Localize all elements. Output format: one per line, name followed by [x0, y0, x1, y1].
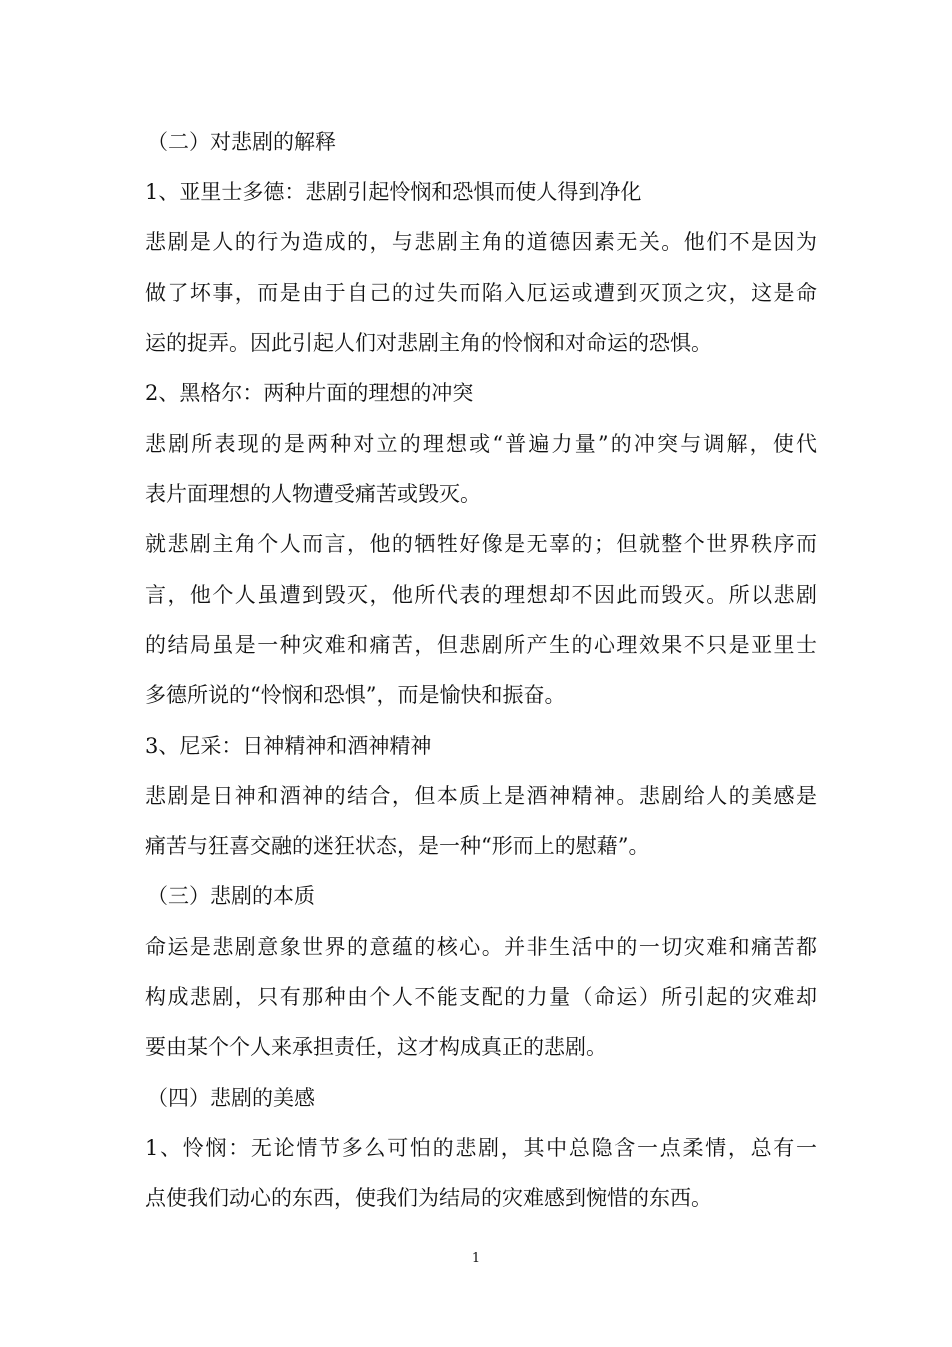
paragraph-line: 就悲剧主角个人而言，他的牺牲好像是无辜的；但就整个世界秩序而 — [145, 532, 817, 556]
paragraph-line: 1、怜悯：无论情节多么可怕的悲剧，其中总隐含一点柔情，总有一 — [145, 1136, 817, 1160]
paragraph-line: 悲剧所表现的是两种对立的理想或“普遍力量”的冲突与调解，使代 — [145, 432, 817, 456]
paragraph-line: 悲剧是日神和酒神的结合，但本质上是酒神精神。悲剧给人的美感是 — [145, 784, 817, 808]
section-heading-tragedy-beauty: （四）悲剧的美感 — [147, 1086, 315, 1110]
paragraph-line: 运的捉弄。因此引起人们对悲剧主角的怜悯和对命运的恐惧。 — [145, 331, 712, 355]
paragraph-line: 命运是悲剧意象世界的意蕴的核心。并非生活中的一切灾难和痛苦都 — [145, 935, 817, 959]
paragraph-line: 做了坏事，而是由于自己的过失而陷入厄运或遭到灭顶之灾，这是命 — [145, 281, 817, 305]
paragraph-line: 悲剧是人的行为造成的，与悲剧主角的道德因素无关。他们不是因为 — [145, 230, 817, 254]
paragraph-line: 痛苦与狂喜交融的迷狂状态，是一种“形而上的慰藉”。 — [145, 834, 650, 858]
subheading-hegel: 2、黑格尔：两种片面的理想的冲突 — [145, 381, 474, 405]
paragraph-line: 要由某个个人来承担责任，这才构成真正的悲剧。 — [145, 1035, 607, 1059]
paragraph-line: 多德所说的“怜悯和恐惧”，而是愉快和振奋。 — [145, 683, 566, 707]
subheading-aristotle: 1、亚里士多德：悲剧引起怜悯和恐惧而使人得到净化 — [145, 180, 642, 204]
paragraph-line: 点使我们动心的东西，使我们为结局的灾难感到惋惜的东西。 — [145, 1186, 712, 1210]
page-number: 1 — [471, 1251, 481, 1266]
paragraph-line: 构成悲剧，只有那种由个人不能支配的力量（命运）所引起的灾难却 — [145, 985, 817, 1009]
section-heading-tragedy-essence: （三）悲剧的本质 — [147, 884, 315, 908]
section-heading-tragedy-explanation: （二）对悲剧的解释 — [147, 130, 336, 154]
paragraph-line: 言，他个人虽遭到毁灭，他所代表的理想却不因此而毁灭。所以悲剧 — [145, 583, 817, 607]
subheading-nietzsche: 3、尼采：日神精神和酒神精神 — [145, 734, 432, 758]
paragraph-line: 表片面理想的人物遭受痛苦或毁灭。 — [145, 482, 481, 506]
paragraph-line: 的结局虽是一种灾难和痛苦，但悲剧所产生的心理效果不只是亚里士 — [145, 633, 817, 657]
